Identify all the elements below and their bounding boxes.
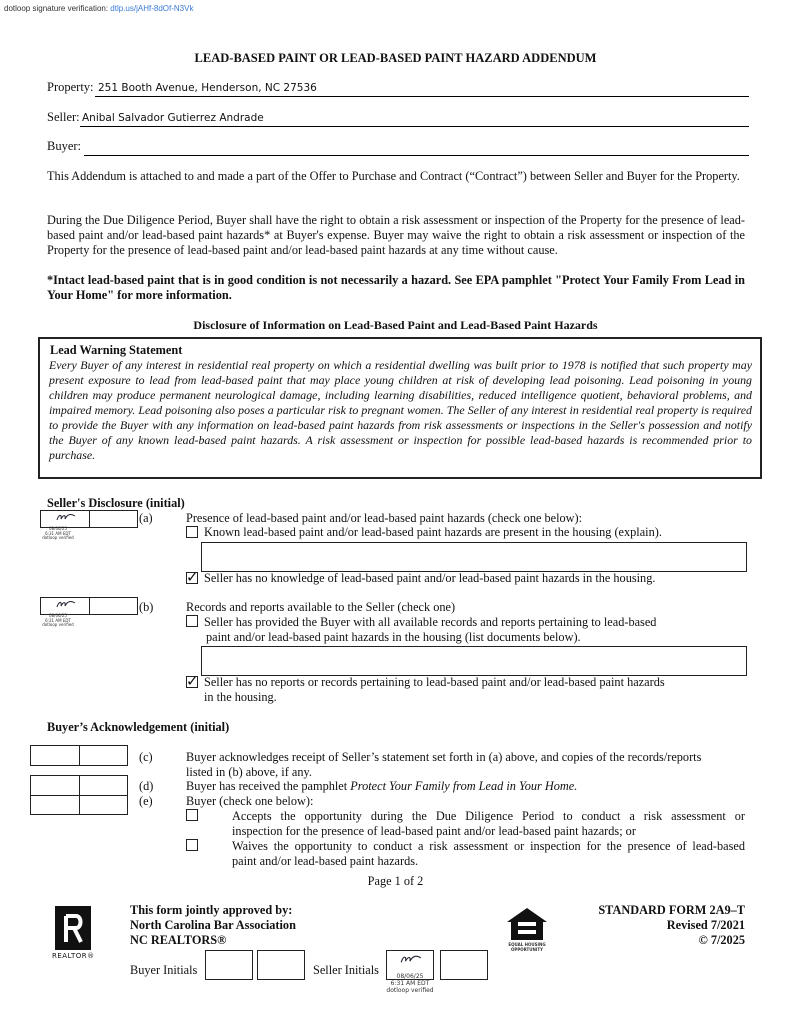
- checkbox-a-known[interactable]: [186, 526, 198, 538]
- item-b-letter: (b): [139, 600, 154, 614]
- explain-box-a[interactable]: [201, 542, 747, 572]
- seller-field[interactable]: [80, 110, 749, 127]
- item-d-text: Buyer has received the pamphlet Protect Your Family from Lead in Your Home.: [186, 779, 578, 793]
- verification-link[interactable]: dtlp.us/jAHf-8dOf-N3Vk: [110, 4, 194, 13]
- item-a-option2: Seller has no knowledge of lead-based paint and/or lead-based paint hazards in the housing.: [204, 571, 656, 585]
- buyer-initials-c[interactable]: [30, 745, 128, 766]
- seller-initials-a-caption: 08/06/25 6:31 AM EDT dotloop verified: [42, 526, 74, 540]
- dotloop-verification: [4, 4, 193, 13]
- item-c-letter: (c): [139, 750, 153, 764]
- property-value: 251 Booth Avenue, Henderson, NC 27536: [98, 82, 317, 94]
- checkbox-e-accepts[interactable]: [186, 809, 198, 821]
- item-a-text: Presence of lead-based paint and/or lead-based paint hazards (check one below):: [186, 511, 583, 525]
- item-e-letter: (e): [139, 794, 153, 808]
- item-a-letter: (a): [139, 511, 153, 525]
- approval-line2: North Carolina Bar Association: [130, 918, 296, 932]
- seller-disclosure-heading: Seller's Disclosure (initial): [47, 496, 185, 510]
- buyer-initials-box-2[interactable]: [257, 950, 305, 980]
- buyer-label: Buyer:: [47, 139, 82, 153]
- lead-warning-body: Every Buyer of any interest in residential real property on which a residential dwelling was built prior to 1978 is notified that such property may present exposure to lead from lead-based paint that may place young children at risk of developing lead poisoning. Lead poisoning in young children may produce permanent neurological damage, including learning disabilities, reduced intelligence quotient, behavioral problems, and impaired memory. Lead poisoning also poses a particular risk to pregnant women. The Seller of any interest in residential real property is required to provide the Buyer with any information on lead-based paint hazards from risk assessments or inspections in the Seller's possession and notify the Buyer of any known lead-based paint hazards. A risk assessment or inspection for possible lead-based hazards is recommended prior to purchase.: [49, 358, 752, 462]
- form-revised: Revised 7/2021: [666, 918, 745, 932]
- item-e-option1-line2: inspection for the presence of lead-based paint and/or lead-based paint hazards; or: [232, 824, 636, 838]
- form-number: STANDARD FORM 2A9–T: [598, 903, 745, 917]
- checkbox-b-no-reports[interactable]: [186, 672, 199, 690]
- checkmark-icon: ✓: [186, 568, 199, 586]
- seller-initials-label: Seller Initials: [313, 963, 379, 977]
- due-diligence-paragraph: During the Due Diligence Period, Buyer shall have the right to obtain a risk assessment or inspection of the Property for the presence of lead-based paint and/or lead-based paint hazards* at Buyer's expense. Buyer may waive the right to obtain a risk assessment or inspection of the Property for the presence of lead-based paint and/or lead-based paint hazards at any time without cause.: [47, 213, 745, 257]
- item-e-option2-line1: Waives the opportunity to conduct a risk assessment or inspection for the presence of lead-based: [232, 839, 745, 853]
- realtor-logo: [52, 906, 96, 960]
- item-e-option1-line1: Accepts the opportunity during the Due Diligence Period to conduct a risk assessment or: [232, 809, 745, 823]
- property-field[interactable]: [95, 80, 749, 97]
- lead-warning-box: [38, 337, 762, 479]
- approval-line3: NC REALTORS®: [130, 933, 227, 947]
- equal-housing-label: EQUAL HOUSING OPPORTUNITY: [508, 942, 546, 952]
- checkbox-b-provided[interactable]: [186, 615, 198, 627]
- intact-paint-note: *Intact lead-based paint that is in good condition is not necessarily a hazard. See EPA pamphlet "Protect Your Family From Lead in Your Home" for more information.: [47, 273, 745, 302]
- realtor-r-icon: [52, 906, 94, 950]
- checkbox-e-waives[interactable]: [186, 839, 198, 851]
- item-b-option1-line1: Seller has provided the Buyer with all available records and reports pertaining to lead-based: [204, 615, 657, 629]
- seller-initials-box-2[interactable]: [440, 950, 488, 980]
- approval-block: [130, 903, 296, 948]
- form-copyright: © 7/2025: [698, 933, 745, 947]
- equal-housing-logo: [504, 906, 552, 956]
- item-c-text-line1: Buyer acknowledges receipt of Seller’s statement set forth in (a) above, and copies of the records/reports: [186, 750, 702, 764]
- form-id-block: [560, 903, 745, 948]
- item-b-option2-line1: Seller has no reports or records pertaining to lead-based paint and/or lead-based paint hazards: [204, 675, 665, 689]
- seller-signature-icon: [399, 953, 423, 965]
- checkmark-icon: ✓: [186, 672, 199, 690]
- approval-line1: This form jointly approved by:: [130, 903, 293, 917]
- item-e-text: Buyer (check one below):: [186, 794, 314, 808]
- equal-housing-icon: [504, 906, 550, 942]
- seller-signature-icon: [55, 512, 77, 522]
- item-a-option1: Known lead-based paint and/or lead-based paint hazards are present in the housing (explain).: [204, 525, 662, 539]
- item-b-text: Records and reports available to the Seller (check one): [186, 600, 456, 614]
- checkbox-a-no-knowledge[interactable]: [186, 568, 199, 586]
- seller-value: Anibal Salvador Gutierrez Andrade: [82, 112, 264, 124]
- documents-box-b[interactable]: [201, 646, 747, 676]
- verification-label: dotloop signature verification:: [4, 4, 109, 13]
- disclosure-heading: Disclosure of Information on Lead-Based Paint and Lead-Based Paint Hazards: [193, 318, 598, 332]
- buyer-ack-heading: Buyer’s Acknowledgement (initial): [47, 720, 230, 734]
- property-label: Property:: [47, 80, 94, 94]
- document-title: LEAD-BASED PAINT OR LEAD-BASED PAINT HAZARD ADDENDUM: [194, 51, 597, 65]
- seller-signature-icon: [55, 599, 77, 609]
- buyer-initials-label: Buyer Initials: [130, 963, 198, 977]
- item-b-option2-line2: in the housing.: [204, 690, 277, 704]
- addendum-paragraph: This Addendum is attached to and made a part of the Offer to Purchase and Contract (“Contract”) between Seller and Buyer for the Property.: [47, 169, 740, 183]
- seller-initials-b-caption: 08/06/25 6:31 AM EDT dotloop verified: [42, 613, 74, 627]
- buyer-initials-de[interactable]: [30, 775, 128, 815]
- buyer-field[interactable]: [84, 139, 749, 156]
- seller-initials-footer-caption: 08/06/25 6:31 AM EDT dotloop verified: [386, 973, 434, 994]
- realtor-label: REALTOR®: [52, 952, 95, 960]
- item-d-letter: (d): [139, 779, 154, 793]
- seller-label: Seller:: [47, 110, 80, 124]
- page-number: Page 1 of 2: [367, 874, 424, 888]
- buyer-initials-box-1[interactable]: [205, 950, 253, 980]
- item-e-option2-line2: paint and/or lead-based paint hazards.: [232, 854, 419, 868]
- lead-warning-title: Lead Warning Statement: [50, 343, 183, 357]
- item-b-option1-line2: paint and/or lead-based paint hazards in the housing (list documents below).: [206, 630, 581, 644]
- item-c-text-line2: listed in (b) above, if any.: [186, 765, 312, 779]
